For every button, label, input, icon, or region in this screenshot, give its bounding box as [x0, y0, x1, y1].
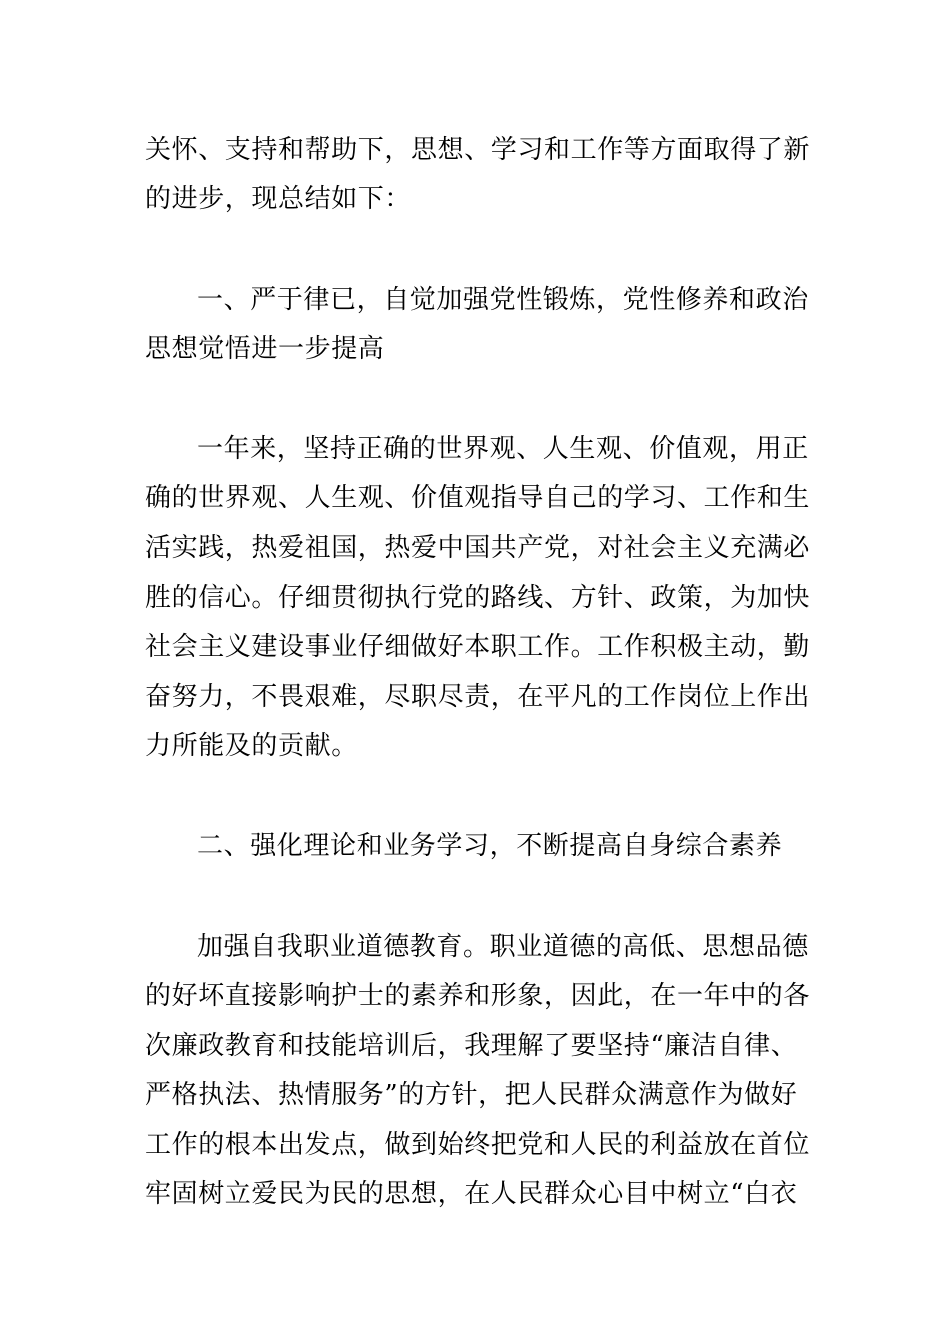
text-line: 的好坏直接影响护士的素养和形象，因此，在一年中的各 — [145, 981, 811, 1011]
text-line: 工作的根本出发点，做到始终把党和人民的利益放在首位 — [145, 1130, 811, 1160]
text-line: 力所能及的贡献。 — [145, 731, 358, 761]
text-line: 次廉政教育和技能培训后，我理解了要坚持“廉洁自律、 — [145, 1031, 798, 1061]
text-line: 活实践，热爱祖国，热爱中国共产党，对社会主义充满必 — [145, 533, 811, 563]
text-line: 一年来，坚持正确的世界观、人生观、价值观，用正 — [197, 434, 809, 464]
heading-line: 二、强化理论和业务学习，不断提高自身综合素养 — [197, 831, 783, 861]
text-line: 奋努力，不畏艰难，尽职尽责，在平凡的工作岗位上作出 — [145, 682, 811, 712]
text-line: 牢固树立爱民为民的思想，在人民群众心目中树立“白衣 — [145, 1179, 798, 1209]
heading-line: 思想觉悟进一步提高 — [145, 334, 385, 364]
text-line: 社会主义建设事业仔细做好本职工作。工作积极主动，勤 — [145, 632, 811, 662]
text-line: 关怀、支持和帮助下，思想、学习和工作等方面取得了新 — [145, 135, 811, 165]
text-line: 严格执法、热情服务”的方针，把人民群众满意作为做好 — [145, 1080, 798, 1110]
text-line: 胜的信心。仔细贯彻执行党的路线、方针、政策，为加快 — [145, 583, 811, 613]
text-line: 确的世界观、人生观、价值观指导自己的学习、工作和生 — [145, 483, 811, 513]
text-line: 加强自我职业道德教育。职业道德的高低、思想品德 — [197, 932, 809, 962]
heading-line: 一、严于律已，自觉加强党性锻炼，党性修养和政治 — [197, 285, 809, 315]
text-line: 的进步，现总结如下： — [145, 184, 412, 214]
